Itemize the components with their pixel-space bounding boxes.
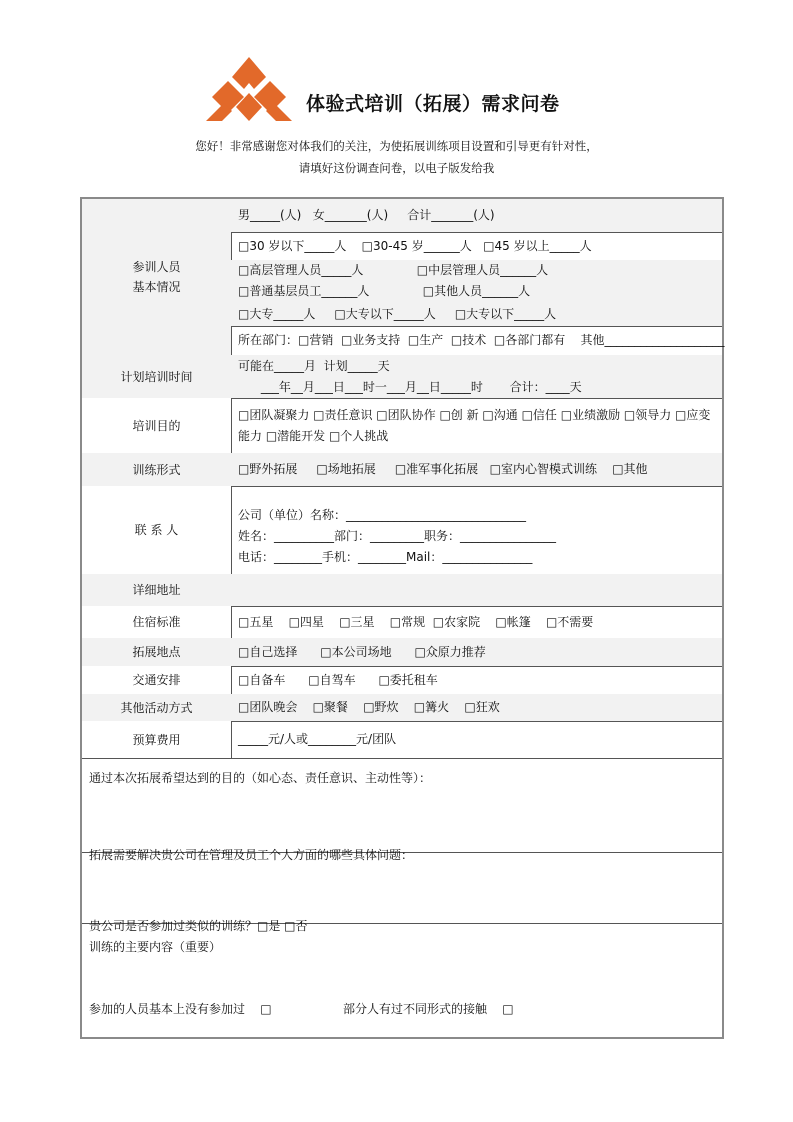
- education-field[interactable]: [231, 302, 722, 327]
- schedule-line1: 可能在_____月 计划_____天: [238, 358, 390, 373]
- contact-company: 公司（单位）名称：______________________________: [238, 507, 527, 522]
- expected-goals-text: 通过本次拓展希望达到的目的（如心态、责任意识、主动性等）：: [89, 771, 432, 785]
- problems-text: 拓展需要解决贵公司在管理及员工个人方面的哪些具体问题：: [89, 848, 414, 862]
- intro-line-1: 您好！非常感谢您对体我们的关注，为使拓展训练项目设置和引导更有针对性，: [195, 139, 598, 153]
- budget-text: _____元/人或________元/团队: [238, 732, 397, 746]
- intro-line-2: 请填好这份调查问卷，以电子版发给我: [298, 161, 495, 175]
- address-label: 详细地址: [82, 574, 232, 607]
- age-group-field[interactable]: [231, 232, 722, 261]
- company-logo-icon: [204, 55, 294, 123]
- goal-field[interactable]: [231, 398, 722, 454]
- budget-field[interactable]: [231, 721, 722, 759]
- questionnaire-form: [80, 197, 724, 1039]
- activities-field[interactable]: [231, 694, 722, 722]
- department-field[interactable]: [231, 326, 725, 356]
- participants-label-line1: 参训人员: [132, 260, 181, 274]
- contact-field[interactable]: [231, 486, 722, 581]
- staff-level-line1: □高层管理人员_____人 □中层管理人员______人: [238, 263, 549, 277]
- venue-options: □自己选择 □本公司场地 □众原力推荐: [238, 644, 486, 659]
- schedule-label: 计划培训时间: [82, 355, 232, 399]
- training-form-field[interactable]: [231, 453, 722, 487]
- age-group-text: □30 岁以下_____人 □30-45 岁______人 □45 岁以上_____人: [238, 238, 592, 253]
- participants-label: [82, 199, 232, 356]
- staff-level-field[interactable]: [231, 260, 722, 303]
- schedule-line2: ___年__月___日___时一___月__日_____时 合计：____天: [238, 379, 582, 394]
- page-title: 体验式培训（拓展）需求问卷: [306, 93, 560, 115]
- participants-label-line2: 基本情况: [132, 280, 181, 294]
- page-header: [0, 55, 793, 125]
- department-text: 所在部门：□营销 □业务支持 □生产 □技术 □各部门都有 其他____________________: [238, 333, 725, 347]
- contact-label: 联 系 人: [82, 486, 232, 575]
- address-field[interactable]: [231, 574, 722, 607]
- transport-field[interactable]: [231, 666, 722, 695]
- history-line2: 训练的主要内容（重要）: [89, 940, 222, 954]
- activities-label: 其他活动方式: [82, 694, 232, 722]
- gender-count-field[interactable]: [231, 199, 722, 233]
- transport-options: □自备车 □自驾车 □委托租车: [238, 672, 438, 687]
- history-option-none[interactable]: 参加的人员基本上没有参加过 □: [89, 1002, 272, 1016]
- contact-phone-mail: 电话：________手机：________Mail：_______________: [238, 549, 533, 564]
- transport-label: 交通安排: [82, 666, 232, 695]
- history-option-some[interactable]: 部分人有过不同形式的接触 □: [343, 1002, 514, 1016]
- lodging-label: 住宿标准: [82, 606, 232, 639]
- training-form-options: □野外拓展 □场地拓展 □准军事化拓展 □室内心智模式训练 □其他: [238, 462, 648, 476]
- goal-label: 培训目的: [82, 398, 232, 454]
- goal-options-text: □团队凝聚力 □责任意识 □团队协作 □创 新 □沟通 □信任 □业绩激励 □领导力 □应变能力 □潜能开发 □个人挑战: [238, 407, 711, 443]
- activities-options: □团队晚会 □聚餐 □野炊 □篝火 □狂欢: [238, 700, 500, 714]
- gender-count-text: 男_____(人) 女_______(人) 合计_______(人): [238, 208, 495, 222]
- history-line1: 贵公司是否参加过类似的训练？□是 □否: [89, 919, 308, 933]
- venue-label: 拓展地点: [82, 638, 232, 667]
- budget-label: 预算费用: [82, 721, 232, 759]
- training-history-question[interactable]: [82, 900, 722, 1063]
- venue-field[interactable]: [231, 638, 722, 667]
- staff-level-line2: □普通基层员工______人 □其他人员______人: [238, 284, 531, 298]
- training-form-label: 训练形式: [82, 453, 232, 487]
- education-text: □大专_____人 □大专以下_____人 □大专以下_____人: [238, 306, 557, 321]
- lodging-options: □五星 □四星 □三星 □常规 □农家院 □帐篷 □不需要: [238, 614, 594, 629]
- schedule-field[interactable]: [231, 355, 722, 399]
- lodging-field[interactable]: [231, 606, 722, 639]
- contact-name-dept-title: 姓名：__________部门：_________职务：________________: [238, 528, 557, 543]
